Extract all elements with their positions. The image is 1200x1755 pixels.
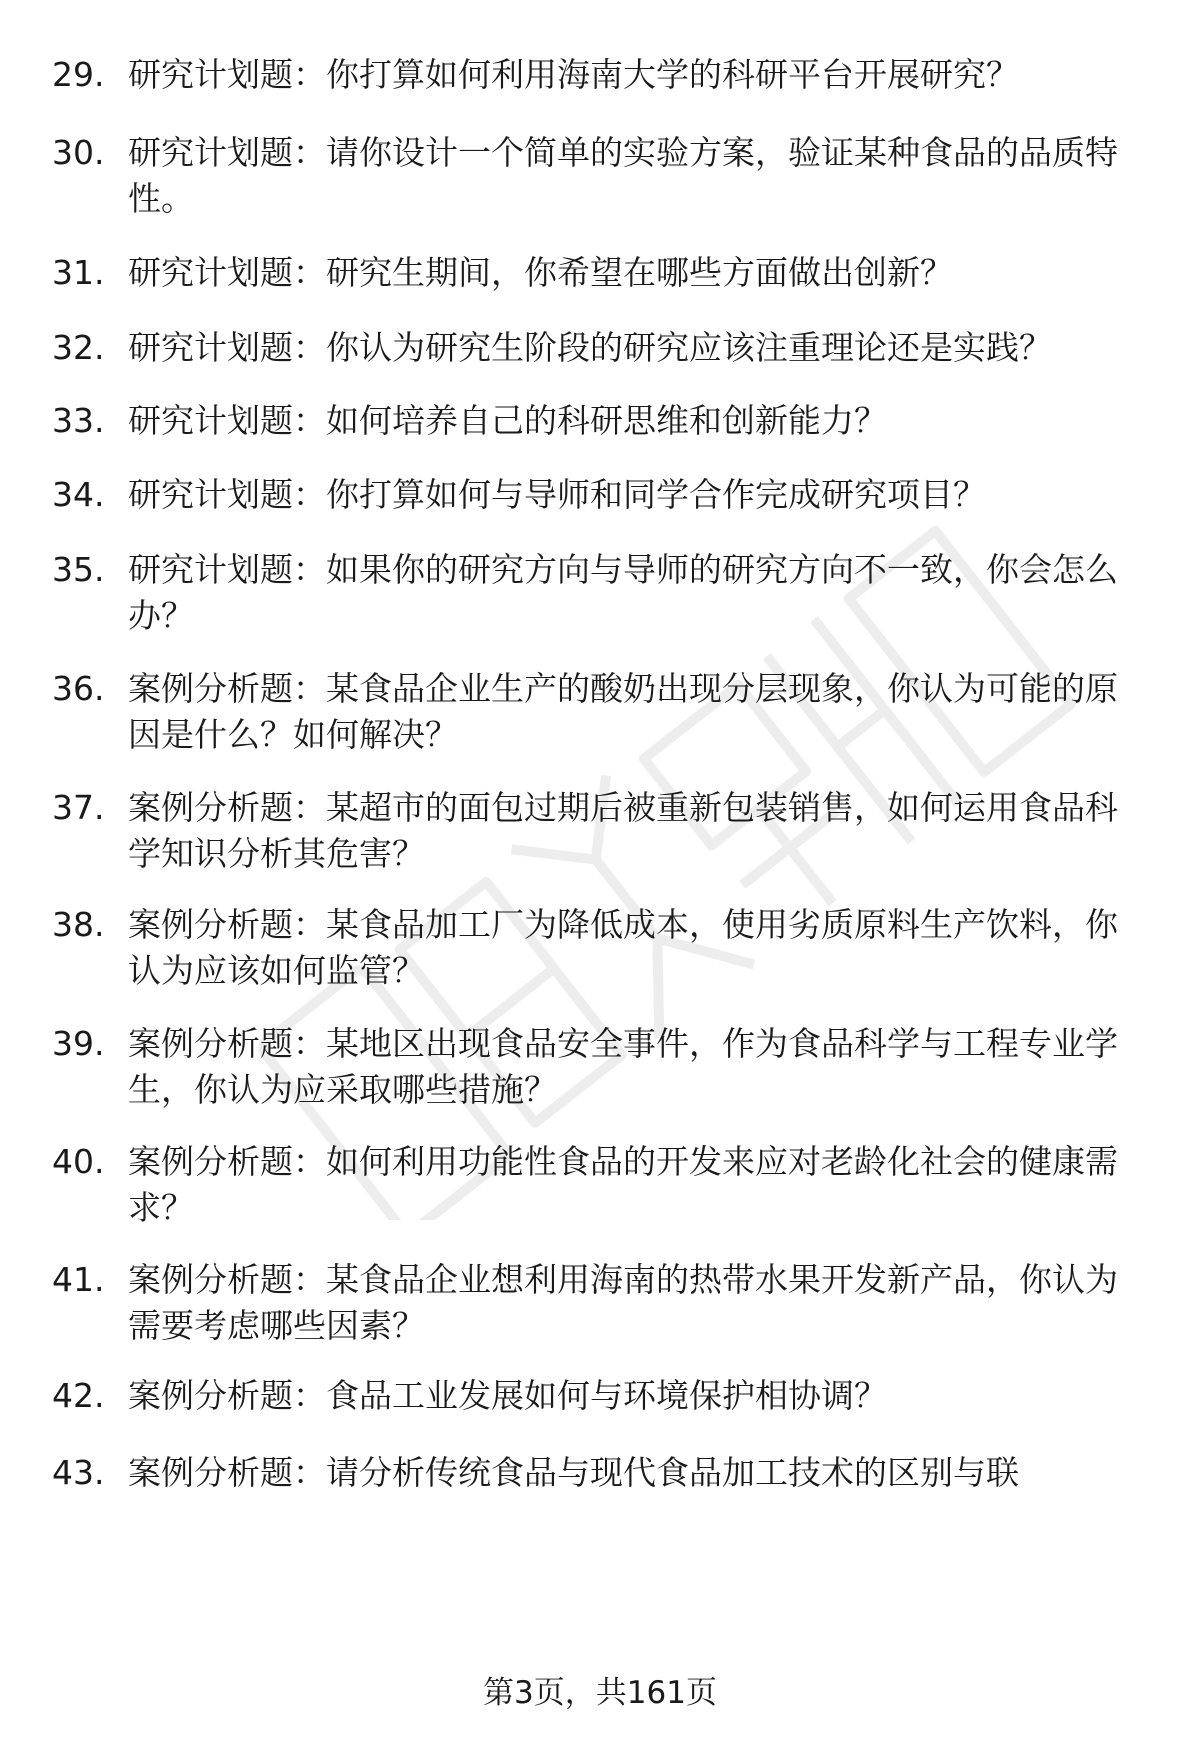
question-text: 案例分析题：如何利用功能性食品的开发来应对老龄化社会的健康需求？ xyxy=(128,1142,1118,1227)
question-number: 31. xyxy=(52,253,105,292)
list-item xyxy=(52,785,1142,877)
question-text: 研究计划题：你打算如何利用海南大学的科研平台开展研究？ xyxy=(128,55,1019,94)
question-text: 研究计划题：如何培养自己的科研思维和创新能力？ xyxy=(128,401,887,440)
list-item xyxy=(52,325,1142,371)
question-number: 43. xyxy=(52,1453,105,1492)
list-item xyxy=(52,398,1142,444)
list-item xyxy=(52,902,1142,994)
question-text: 研究计划题：请你设计一个简单的实验方案，验证某种食品的品质特性。 xyxy=(128,133,1118,218)
question-number: 41. xyxy=(52,1260,105,1299)
question-text: 案例分析题：某食品加工厂为降低成本，使用劣质原料生产饮料，你认为应该如何监管？ xyxy=(128,905,1118,990)
page-indicator: 第3页，共161页 xyxy=(483,1675,717,1711)
question-text: 案例分析题：某食品企业想利用海南的热带水果开发新产品，你认为需要考虑哪些因素？ xyxy=(128,1260,1118,1345)
question-number: 38. xyxy=(52,905,105,944)
question-text: 研究计划题：研究生期间，你希望在哪些方面做出创新？ xyxy=(128,253,953,292)
question-number: 42. xyxy=(52,1376,105,1415)
question-text: 研究计划题：你认为研究生阶段的研究应该注重理论还是实践？ xyxy=(128,328,1052,367)
list-item xyxy=(52,1450,1142,1496)
list-item xyxy=(52,472,1142,518)
list-item xyxy=(52,250,1142,296)
question-text: 研究计划题：你打算如何与导师和同学合作完成研究项目？ xyxy=(128,475,986,514)
question-text: 案例分析题：某超市的面包过期后被重新包装销售，如何运用食品科学知识分析其危害？ xyxy=(128,788,1118,873)
question-text: 研究计划题：如果你的研究方向与导师的研究方向不一致，你会怎么办？ xyxy=(128,550,1118,635)
question-text: 案例分析题：某地区出现食品安全事件，作为食品科学与工程专业学生，你认为应采取哪些措施？ xyxy=(128,1024,1118,1109)
question-text: 案例分析题：请分析传统食品与现代食品加工技术的区别与联 xyxy=(128,1453,1019,1492)
list-item xyxy=(52,666,1142,758)
question-number: 29. xyxy=(52,55,105,94)
question-text: 案例分析题：某食品企业生产的酸奶出现分层现象，你认为可能的原因是什么？如何解决？ xyxy=(128,669,1118,754)
question-number: 30. xyxy=(52,133,105,172)
list-item xyxy=(52,1257,1142,1349)
question-number: 39. xyxy=(52,1024,105,1063)
question-number: 32. xyxy=(52,328,105,367)
question-number: 37. xyxy=(52,788,105,827)
question-number: 33. xyxy=(52,401,105,440)
list-item xyxy=(52,52,1142,98)
list-item xyxy=(52,1021,1142,1113)
list-item xyxy=(52,130,1142,222)
question-number: 34. xyxy=(52,475,105,514)
question-number: 36. xyxy=(52,669,105,708)
list-item xyxy=(52,1373,1142,1419)
question-number: 40. xyxy=(52,1142,105,1181)
list-item xyxy=(52,547,1142,639)
question-number: 35. xyxy=(52,550,105,589)
list-item xyxy=(52,1139,1142,1231)
question-text: 案例分析题：食品工业发展如何与环境保护相协调？ xyxy=(128,1376,887,1415)
